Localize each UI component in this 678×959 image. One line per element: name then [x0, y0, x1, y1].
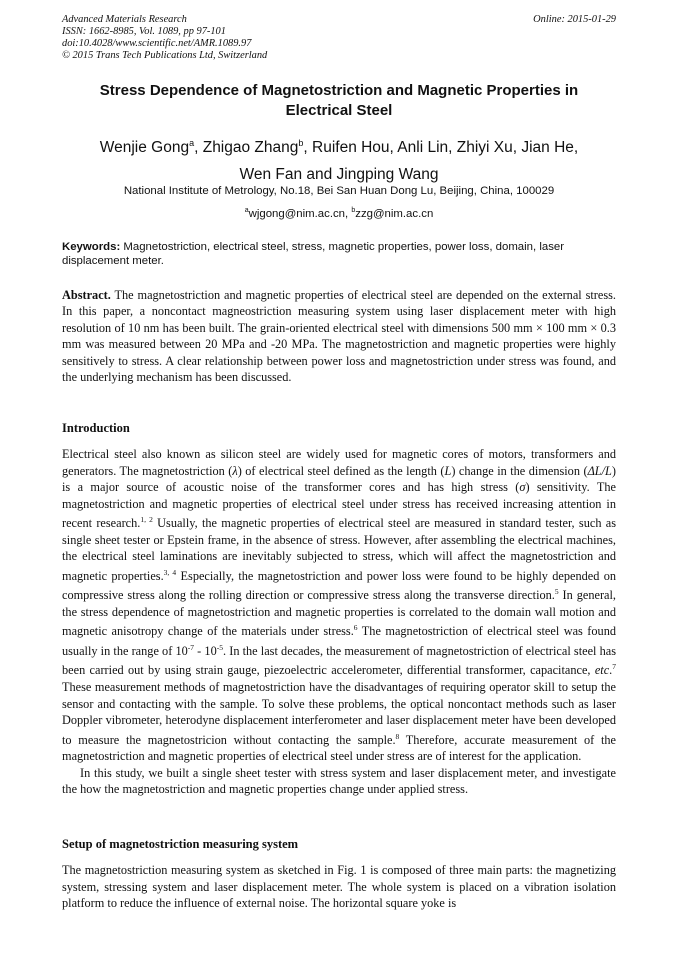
text: Usually, the magnetic properties of electrical steel are measured in standard tester, such as single sheet tester or Epstein frame, in the absence of stress. However, after assembling the electrical machines, the electrical steel laminations are inevitably subjected to stress, which will affect the magnetostriction and magnetic properties.: [62, 516, 617, 583]
emails: [40, 201, 638, 224]
journal-header: [62, 14, 616, 62]
abstract: [62, 287, 616, 385]
institute: National Institute of Metrology, No.18, Bei San Huan Dong Lu, Beijing, China, 100029: [123, 185, 555, 197]
introduction-body: [62, 446, 616, 798]
author-name: Wenjie Gong: [99, 139, 190, 157]
keywords-label: Keywords:: [62, 241, 121, 253]
symbol-delta-L: ΔL/L: [587, 463, 612, 478]
symbol-L: L: [444, 463, 452, 478]
author-superscript: a: [189, 138, 195, 148]
text: The magnetostriction of electrical steel was found usually in the range of 10: [62, 624, 616, 658]
text: . In the last decades, the measurement of magnetostriction of electrical steel has been carried out by using strain gauge, piezoelectric accelerometer, differential transformer, capacitance,: [62, 643, 616, 678]
text: Electrical steel also known as silicon steel are widely used for magnetic cores of motors, transformers and generators. The magnetostriction (: [62, 447, 616, 478]
text: .: [609, 663, 613, 678]
copyright: © 2015 Trans Tech Publications Ltd, Switzerland: [62, 50, 268, 61]
paper-title: Stress Dependence of Magnetostriction and Magnetic Properties in Electrical Steel: [99, 82, 579, 119]
exponent: -5: [216, 642, 223, 652]
abstract-label: Abstract.: [62, 288, 111, 302]
author-list: [40, 130, 638, 188]
text: ) is a major source of acoustic noise of the transformer cores and has high stress (: [62, 463, 616, 494]
citation[interactable]: 8: [395, 731, 400, 741]
author-line-2: Wen Fan and Jingping Wang: [239, 166, 439, 184]
citation[interactable]: 3, 4: [163, 567, 177, 577]
paragraph: In this study, we built a single sheet tester with stress system and laser displacement meter, and investigate the how the magnetostriction and magnetic properties change under applied stress.: [62, 765, 616, 797]
author-superscript: b: [298, 138, 304, 148]
keywords-text: Magnetostriction, electrical steel, stress, magnetic properties, power loss, domain, laser displacement meter.: [62, 241, 565, 267]
keywords: [62, 240, 616, 268]
text: In general, the stress dependence of magnetostriction and magnetic properties is correlated to the domain wall motion and magnetic anisotropy change of the materials under stress.: [62, 588, 616, 639]
text: ) sensitivity. The magnetostriction and magnetic properties of electrical steel under stress has received increasing attention in recent research.: [62, 480, 616, 531]
issn: ISSN: 1662-8985, Vol. 1089, pp 97-101: [62, 26, 226, 37]
affiliation: [40, 182, 638, 224]
doi: doi:10.4028/www.scientific.net/AMR.1089.97: [62, 38, 252, 49]
text: ) change in the dimension (: [451, 463, 588, 478]
text: Therefore, accurate measurement of the magnetostriction and magnetic properties of electrical steel under stress are of interest for the application.: [62, 732, 616, 764]
text: - 10: [194, 643, 217, 658]
symbol-sigma: σ: [519, 480, 526, 494]
paragraph: [62, 446, 616, 765]
author-name: , Zhigao Zhang: [194, 139, 299, 157]
author-names: , Ruifen Hou, Anli Lin, Zhiyi Xu, Jian He,: [303, 139, 579, 157]
section-heading-setup: Setup of magnetostriction measuring system: [62, 837, 299, 851]
email-superscript: b: [351, 207, 356, 214]
journal-name: Advanced Materials Research: [62, 14, 187, 25]
section-heading-introduction: Introduction: [62, 421, 130, 435]
etc-italic: etc: [594, 663, 610, 678]
text: ) of electrical steel defined as the length (: [237, 463, 445, 478]
exponent: -7: [187, 642, 195, 652]
email-link[interactable]: wjgong@nim.ac.cn,: [248, 207, 352, 220]
citation[interactable]: 6: [353, 623, 358, 633]
email-link[interactable]: zzg@nim.ac.cn: [355, 207, 434, 220]
citation[interactable]: 5: [554, 587, 559, 597]
symbol-lambda: λ: [232, 463, 238, 478]
text: Especially, the magnetostriction and power loss were found to be highly depended on compressive stress along the rolling direction or compressive stress along the transverse direction.: [62, 568, 617, 603]
author-line-1: [40, 130, 638, 161]
email-superscript: a: [244, 207, 249, 214]
citation[interactable]: 1, 2: [140, 515, 153, 524]
online-date: Online: 2015-01-29: [533, 14, 616, 25]
citation[interactable]: 7: [612, 662, 616, 672]
text: These measurement methods of magnetostriction have the disadvantages of requiring operator skill to setup the sensor and contacting with the sample. To solve these problems, the optical noncontact methods such as laser Doppler vibrometer, heterodyne displacement interferometer and laser displacement meter have been developed to measure the magnetostricion without contacting the sample.: [62, 680, 616, 747]
abstract-text: The magnetostriction and magnetic properties of electrical steel are depended on the external stress. In this paper, a noncontact magneostriction measuring system using laser displacement meter with high resolution of 10 nm has been built. The grain-oriented electrical steel with dimensions 500 mm × 100 mm × 0.3 mm was measured between 20 MPa and -20 MPa. The magnetostriction and magnetic properties were highly sensitively to stress. A clear relationship between power loss and magnetostriction under stress was found, and the underlying mechanism has been discussed.: [62, 288, 616, 385]
setup-body: The magnetostriction measuring system as sketched in Fig. 1 is composed of three main parts: the magnetizing system, stressing system and laser displacement meter. The whole system is placed on a vibration isolation platform to reduce the influence of external noise. The horizontal square yoke is: [62, 863, 616, 910]
